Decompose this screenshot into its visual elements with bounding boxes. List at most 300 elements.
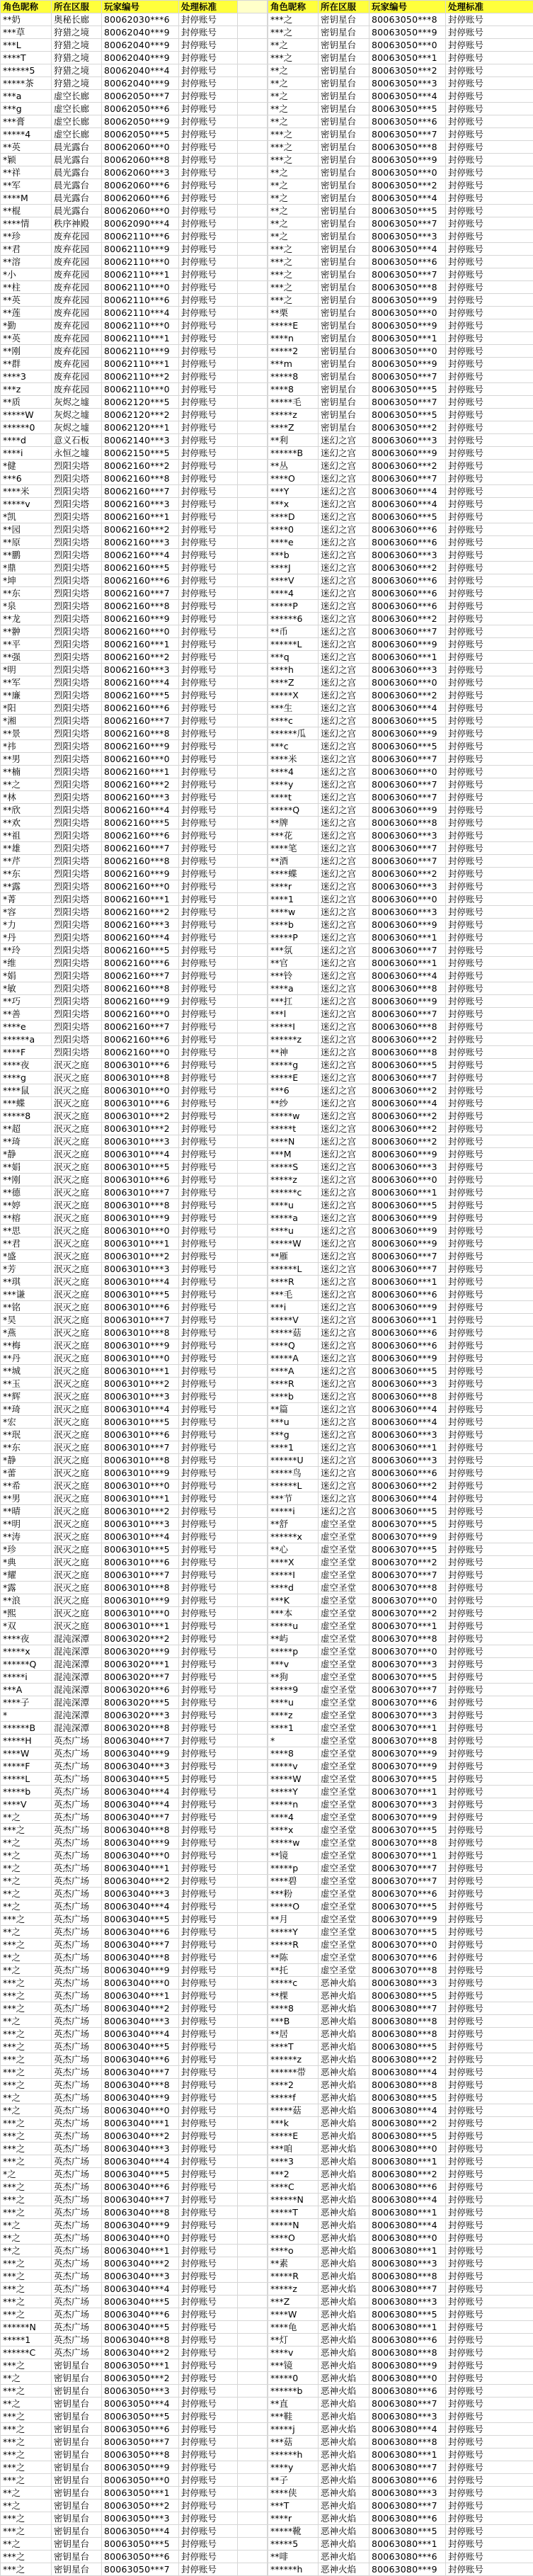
- action-cell: 封停账号: [446, 1276, 533, 1288]
- player-id-cell: 80063010***6: [102, 1059, 179, 1072]
- player-id-cell: 80063080***3: [369, 1977, 446, 1990]
- action-cell: 封停账号: [446, 2321, 533, 2334]
- table-row: [268, 880, 533, 893]
- player-id-cell: 80062050***6: [102, 103, 179, 115]
- nickname-cell: *****2: [268, 345, 319, 358]
- nickname-cell: ****V: [268, 574, 319, 587]
- player-id-cell: 80063010***1: [102, 1237, 179, 1250]
- spacer-cell: [238, 2232, 268, 2245]
- spacer-cell: [238, 115, 268, 128]
- player-id-cell: 80062160***0: [102, 1008, 179, 1021]
- table-row: [1, 1046, 268, 1059]
- spacer-cell: [238, 919, 268, 931]
- nickname-cell: *****n: [268, 1798, 319, 1811]
- player-id-cell: 80063050***6: [369, 256, 446, 268]
- server-cell: 英杰广场: [52, 1926, 102, 1939]
- nickname-cell: **园: [1, 523, 52, 536]
- server-cell: 迷幻之宫: [319, 1148, 369, 1161]
- server-cell: 烈阳尖塔: [52, 944, 102, 957]
- table-row: [268, 460, 533, 472]
- table-row: [1, 1951, 268, 1964]
- server-cell: 迷幻之宫: [319, 1084, 369, 1097]
- action-cell: 封停账号: [446, 982, 533, 995]
- action-cell: 封停账号: [179, 944, 238, 957]
- table-row: [268, 166, 533, 179]
- action-cell: 封停账号: [446, 256, 533, 268]
- spacer-cell: [238, 536, 268, 549]
- nickname-cell: *****8: [268, 370, 319, 383]
- table-row: [268, 2500, 533, 2512]
- player-id-cell: 80062160***8: [102, 600, 179, 613]
- table-row: [268, 523, 533, 536]
- server-cell: 迷幻之宫: [319, 460, 369, 472]
- action-cell: 封停账号: [446, 1569, 533, 1582]
- server-cell: 泯灭之庭: [52, 1543, 102, 1556]
- action-cell: 封停账号: [179, 2512, 238, 2525]
- spacer-cell: [238, 2194, 268, 2206]
- table-row: [1, 549, 268, 562]
- server-cell: 迷幻之宫: [319, 766, 369, 778]
- table-row: [1, 1696, 268, 1709]
- player-id-cell: 80063070***1: [369, 1786, 446, 1798]
- player-id-cell: 80063080***5: [369, 2130, 446, 2143]
- table-row: [1, 778, 268, 791]
- player-id-cell: 80063040***7: [102, 2194, 179, 2206]
- action-cell: 封停账号: [446, 1237, 533, 1250]
- server-cell: 虚空长廊: [52, 115, 102, 128]
- player-id-cell: 80063040***9: [102, 2219, 179, 2232]
- server-cell: 泯灭之庭: [52, 1276, 102, 1288]
- nickname-cell: **露: [1, 880, 52, 893]
- table-row: [1, 2219, 268, 2232]
- action-cell: 封停账号: [179, 319, 238, 332]
- player-id-cell: 80063050***7: [102, 2563, 179, 2576]
- server-cell: 烈阳尖塔: [52, 957, 102, 970]
- player-id-cell: 80063050***1: [369, 52, 446, 64]
- nickname-cell: **善: [1, 1008, 52, 1021]
- spacer-cell: [238, 13, 268, 26]
- spacer-cell: [238, 1939, 268, 1951]
- server-cell: 恶神火焰: [319, 2104, 369, 2117]
- table-row: [268, 1811, 533, 1824]
- action-cell: 封停账号: [446, 2053, 533, 2066]
- player-id-cell: 80063010***9: [102, 1212, 179, 1225]
- player-id-cell: 80063040***3: [102, 2270, 179, 2283]
- table-row: [268, 1594, 533, 1607]
- server-cell: 英杰广场: [52, 2053, 102, 2066]
- player-id-cell: 80063010***4: [102, 1531, 179, 1543]
- table-row: [1, 817, 268, 829]
- table-row: [268, 1735, 533, 1747]
- server-cell: 废弃花园: [52, 256, 102, 268]
- nickname-cell: ****W: [1, 1747, 52, 1760]
- player-id-cell: 80063060***7: [369, 842, 446, 855]
- player-id-cell: 80063070***8: [369, 1964, 446, 1977]
- server-cell: 密钥星台: [319, 256, 369, 268]
- table-row: [268, 1276, 533, 1288]
- server-cell: 密钥星台: [52, 2410, 102, 2423]
- table-row: [268, 409, 533, 421]
- player-id-cell: 80063060***4: [369, 1403, 446, 1416]
- action-cell: 封停账号: [179, 1990, 238, 2002]
- nickname-cell: ****y: [268, 778, 319, 791]
- table-row: [268, 1314, 533, 1327]
- player-id-cell: 80063050***7: [369, 217, 446, 230]
- nickname-cell: *****P: [268, 931, 319, 944]
- player-id-cell: 80062160***9: [102, 868, 179, 880]
- nickname-cell: ***之: [1, 2563, 52, 2576]
- table-row: [268, 2283, 533, 2296]
- spacer-cell: [238, 1977, 268, 1990]
- spacer-cell: [238, 1556, 268, 1569]
- action-cell: 封停账号: [446, 1123, 533, 1135]
- player-id-cell: 80063060***1: [369, 1314, 446, 1327]
- player-id-cell: 80063080***5: [369, 2041, 446, 2053]
- server-cell: 英杰广场: [52, 2066, 102, 2079]
- action-cell: 封停账号: [179, 727, 238, 740]
- server-cell: 英杰广场: [52, 2283, 102, 2296]
- server-cell: 虚空圣堂: [319, 1696, 369, 1709]
- table-row: [1, 1824, 268, 1837]
- spacer-cell: [238, 2079, 268, 2092]
- server-cell: 恶神火焰: [319, 2028, 369, 2041]
- nickname-cell: ***之: [268, 243, 319, 256]
- server-cell: 英杰广场: [52, 2002, 102, 2015]
- nickname-cell: **英: [1, 294, 52, 307]
- server-cell: 英杰广场: [52, 1773, 102, 1786]
- server-cell: 英杰广场: [52, 1849, 102, 1862]
- server-cell: 烈阳尖塔: [52, 740, 102, 753]
- server-cell: 迷幻之宫: [319, 498, 369, 511]
- table-row: [268, 1951, 533, 1964]
- table-row: [1, 396, 268, 409]
- player-id-cell: 80063010***2: [102, 1110, 179, 1123]
- server-cell: 晨光露台: [52, 141, 102, 154]
- player-id-cell: 80063080***8: [369, 2079, 446, 2092]
- nickname-cell: ****R: [268, 1378, 319, 1390]
- table-row: [1, 2487, 268, 2500]
- player-id-cell: 80063020***1: [102, 1658, 179, 1671]
- nickname-cell: **之: [268, 192, 319, 205]
- nickname-cell: **楠: [1, 766, 52, 778]
- server-cell: 泯灭之庭: [52, 1403, 102, 1416]
- server-cell: 迷幻之宫: [319, 817, 369, 829]
- action-cell: 封停账号: [179, 778, 238, 791]
- spacer-cell: [238, 2143, 268, 2155]
- player-id-cell: 80062060***6: [102, 192, 179, 205]
- nickname-cell: ****t: [268, 791, 319, 804]
- action-cell: 封停账号: [446, 2398, 533, 2410]
- table-row: [1, 893, 268, 906]
- player-id-cell: 80063010***8: [102, 1199, 179, 1212]
- action-cell: 封停账号: [446, 523, 533, 536]
- nickname-cell: *勤: [1, 319, 52, 332]
- nickname-cell: **东: [1, 868, 52, 880]
- table-row: [1, 1365, 268, 1378]
- table-row: [1, 64, 268, 77]
- player-id-cell: 80063060***7: [369, 1008, 446, 1021]
- action-cell: 封停账号: [446, 1084, 533, 1097]
- player-id-cell: 80063050***3: [369, 230, 446, 243]
- action-cell: 封停账号: [446, 2296, 533, 2308]
- action-cell: 封停账号: [446, 230, 533, 243]
- player-id-cell: 80063050***9: [369, 154, 446, 166]
- action-cell: 封停账号: [179, 307, 238, 319]
- table-row: [268, 1875, 533, 1888]
- table-row: [268, 307, 533, 319]
- action-cell: 封停账号: [179, 715, 238, 727]
- nickname-cell: *****Y: [268, 1786, 319, 1798]
- server-cell: 虚空圣堂: [319, 1531, 369, 1543]
- player-id-cell: 80063040***4: [102, 2283, 179, 2296]
- table-row: [1, 1607, 268, 1620]
- action-cell: 封停账号: [446, 651, 533, 664]
- action-cell: 封停账号: [179, 2563, 238, 2576]
- table-row: [268, 2079, 533, 2092]
- server-cell: 烈阳尖塔: [52, 880, 102, 893]
- nickname-cell: **希: [1, 1480, 52, 1492]
- nickname-cell: **东: [1, 587, 52, 600]
- player-id-cell: 80063050***1: [369, 332, 446, 345]
- player-id-cell: 80063060***4: [369, 498, 446, 511]
- nickname-cell: **棍: [1, 205, 52, 217]
- table-row: [1, 1543, 268, 1556]
- table-row: [268, 2066, 533, 2079]
- nickname-cell: *****靴: [268, 2525, 319, 2538]
- server-cell: 密钥星台: [319, 205, 369, 217]
- nickname-cell: **巧: [1, 995, 52, 1008]
- action-cell: 封停账号: [446, 2079, 533, 2092]
- table-row: [1, 141, 268, 154]
- action-cell: 封停账号: [179, 1059, 238, 1072]
- server-cell: 恶神火焰: [319, 2500, 369, 2512]
- action-cell: 封停账号: [179, 1008, 238, 1021]
- table-row: [1, 2372, 268, 2385]
- player-id-cell: 80063020***8: [102, 1722, 179, 1735]
- action-cell: 封停账号: [446, 587, 533, 600]
- nickname-cell: ***镜: [268, 2359, 319, 2372]
- action-cell: 封停账号: [179, 2347, 238, 2359]
- table-row: [268, 1786, 533, 1798]
- player-id-cell: 80063070***9: [369, 1760, 446, 1773]
- nickname-cell: *颖: [1, 154, 52, 166]
- spacer-cell: [238, 2321, 268, 2334]
- server-cell: 迷幻之宫: [319, 1339, 369, 1352]
- table-row: [1, 1684, 268, 1696]
- nickname-cell: **强: [1, 651, 52, 664]
- server-cell: 烈阳尖塔: [52, 574, 102, 587]
- table-row: [268, 345, 533, 358]
- player-id-cell: 80063060***9: [369, 727, 446, 740]
- nickname-cell: *力: [1, 919, 52, 931]
- table-row: [1, 1569, 268, 1582]
- server-cell: 密钥星台: [319, 421, 369, 434]
- spacer-cell: [238, 1951, 268, 1964]
- table-row: [268, 1186, 533, 1199]
- spacer-cell: [238, 77, 268, 90]
- nickname-cell: ***k: [268, 2117, 319, 2130]
- player-id-cell: 80063080***4: [369, 2066, 446, 2079]
- nickname-cell: **官: [268, 957, 319, 970]
- table-row: [1, 1645, 268, 1658]
- player-id-cell: 80063040***7: [102, 1939, 179, 1951]
- table-row: [268, 2436, 533, 2449]
- nickname-cell: ******x: [268, 1531, 319, 1543]
- action-cell: 封停账号: [179, 396, 238, 409]
- table-row: [268, 2002, 533, 2015]
- server-cell: 泯灭之庭: [52, 1531, 102, 1543]
- table-row: [268, 1352, 533, 1365]
- action-cell: 封停账号: [179, 740, 238, 753]
- nickname-cell: ***之: [1, 2053, 52, 2066]
- action-cell: 封停账号: [179, 2002, 238, 2015]
- action-cell: 封停账号: [179, 1378, 238, 1390]
- spacer-cell: [238, 1760, 268, 1773]
- spacer-cell: [238, 1301, 268, 1314]
- table-row: [268, 2092, 533, 2104]
- action-cell: 封停账号: [179, 2104, 238, 2117]
- col-header-action: 处理标准: [446, 1, 533, 13]
- player-id-cell: 80063060***1: [369, 931, 446, 944]
- server-cell: 泯灭之庭: [52, 1059, 102, 1072]
- table-row: [1, 2321, 268, 2334]
- server-cell: 烈阳尖塔: [52, 919, 102, 931]
- nickname-cell: ***之: [1, 2181, 52, 2194]
- action-cell: 封停账号: [179, 1441, 238, 1454]
- spacer-cell: [238, 829, 268, 842]
- player-id-cell: 80062110***4: [102, 307, 179, 319]
- server-cell: 恶神火焰: [319, 2563, 369, 2576]
- action-cell: 封停账号: [446, 1875, 533, 1888]
- table-row: [268, 1301, 533, 1314]
- server-cell: 英杰广场: [52, 1900, 102, 1913]
- server-cell: 恶神火焰: [319, 2245, 369, 2257]
- server-cell: 恶神火焰: [319, 2283, 369, 2296]
- nickname-cell: **明: [1, 1518, 52, 1531]
- player-id-cell: 80063060***3: [369, 1378, 446, 1390]
- nickname-cell: *典: [1, 1556, 52, 1569]
- server-cell: 泯灭之庭: [52, 1569, 102, 1582]
- server-cell: 恶神火焰: [319, 2092, 369, 2104]
- server-cell: 密钥星台: [52, 2500, 102, 2512]
- nickname-cell: **思: [1, 1225, 52, 1237]
- server-cell: 恶神火焰: [319, 2359, 369, 2372]
- table-row: [1, 1862, 268, 1875]
- nickname-cell: **栗: [268, 307, 319, 319]
- server-cell: 泯灭之庭: [52, 1454, 102, 1467]
- server-cell: 英杰广场: [52, 2015, 102, 2028]
- action-cell: 封停账号: [179, 2436, 238, 2449]
- player-id-cell: 80063010***4: [102, 1403, 179, 1416]
- server-cell: 密钥星台: [319, 64, 369, 77]
- nickname-cell: *燕: [1, 1327, 52, 1339]
- action-cell: 封停账号: [446, 1110, 533, 1123]
- player-id-cell: 80062160***9: [102, 613, 179, 625]
- table-row: [268, 1926, 533, 1939]
- table-row: [268, 791, 533, 804]
- table-row: [268, 1964, 533, 1977]
- table-row: [268, 868, 533, 880]
- server-cell: 英杰广场: [52, 2245, 102, 2257]
- player-id-cell: 80063060***7: [369, 855, 446, 868]
- player-id-cell: 80063040***8: [102, 2079, 179, 2092]
- action-cell: 封停账号: [179, 1798, 238, 1811]
- server-cell: 英杰广场: [52, 2194, 102, 2206]
- server-cell: 恶神火焰: [319, 2436, 369, 2449]
- player-id-cell: 80063080***7: [369, 2500, 446, 2512]
- player-id-cell: 80063020***9: [102, 1645, 179, 1658]
- action-cell: 封停账号: [446, 1390, 533, 1403]
- action-cell: 封停账号: [446, 1849, 533, 1862]
- server-cell: 烈阳尖塔: [52, 868, 102, 880]
- table-row: [1, 1964, 268, 1977]
- player-id-cell: 80062060***0: [102, 141, 179, 154]
- player-id-cell: 80063040***9: [102, 1747, 179, 1760]
- nickname-cell: ******N: [268, 2194, 319, 2206]
- server-cell: 恶神火焰: [319, 2334, 369, 2347]
- player-id-cell: 80063060***5: [369, 1365, 446, 1378]
- nickname-cell: **之: [1, 2104, 52, 2117]
- spacer-cell: [238, 2474, 268, 2487]
- nickname-cell: **直: [268, 2398, 319, 2410]
- nickname-cell: **之: [1, 2398, 52, 2410]
- player-id-cell: 80063050***2: [369, 179, 446, 192]
- action-cell: 封停账号: [446, 2028, 533, 2041]
- nickname-cell: ***之: [1, 2257, 52, 2270]
- server-cell: 迷幻之宫: [319, 1390, 369, 1403]
- player-id-cell: 80063070***7: [369, 1862, 446, 1875]
- server-cell: 废弃花园: [52, 332, 102, 345]
- action-cell: 封停账号: [179, 1747, 238, 1760]
- player-id-cell: 80063060***6: [369, 1288, 446, 1301]
- player-id-cell: 80063080***4: [369, 2219, 446, 2232]
- action-cell: 封停账号: [179, 753, 238, 766]
- action-cell: 封停账号: [179, 2398, 238, 2410]
- spacer-cell: [238, 370, 268, 383]
- server-cell: 烈阳尖塔: [52, 817, 102, 829]
- spacer-cell: [238, 766, 268, 778]
- spacer-cell: [238, 2041, 268, 2053]
- table-row: [1, 957, 268, 970]
- server-cell: 泯灭之庭: [52, 1582, 102, 1594]
- action-cell: 封停账号: [179, 358, 238, 370]
- table-row: [1, 128, 268, 141]
- player-id-cell: 80063010***1: [102, 1492, 179, 1505]
- table-row: [1, 1556, 268, 1569]
- action-cell: 封停账号: [179, 931, 238, 944]
- action-cell: 封停账号: [446, 358, 533, 370]
- table-row: [1, 2143, 268, 2155]
- player-id-cell: 80063060***0: [369, 766, 446, 778]
- table-row: [268, 1913, 533, 1926]
- server-cell: 狩猎之境: [52, 64, 102, 77]
- action-cell: 封停账号: [446, 370, 533, 383]
- nickname-cell: **英: [1, 141, 52, 154]
- table-row: [268, 1237, 533, 1250]
- action-cell: 封停账号: [179, 1276, 238, 1288]
- action-cell: 封停账号: [179, 2308, 238, 2321]
- nickname-cell: ***之: [1, 2449, 52, 2461]
- player-id-cell: 80063040***0: [102, 1977, 179, 1990]
- server-cell: 迷幻之宫: [319, 957, 369, 970]
- server-cell: 密钥星台: [319, 370, 369, 383]
- action-cell: 封停账号: [446, 536, 533, 549]
- player-id-cell: 80062040***9: [102, 39, 179, 52]
- player-id-cell: 80063050***7: [102, 2436, 179, 2449]
- player-id-cell: 80063020***7: [102, 1671, 179, 1684]
- server-cell: 迷幻之宫: [319, 1467, 369, 1480]
- nickname-cell: **托: [268, 1964, 319, 1977]
